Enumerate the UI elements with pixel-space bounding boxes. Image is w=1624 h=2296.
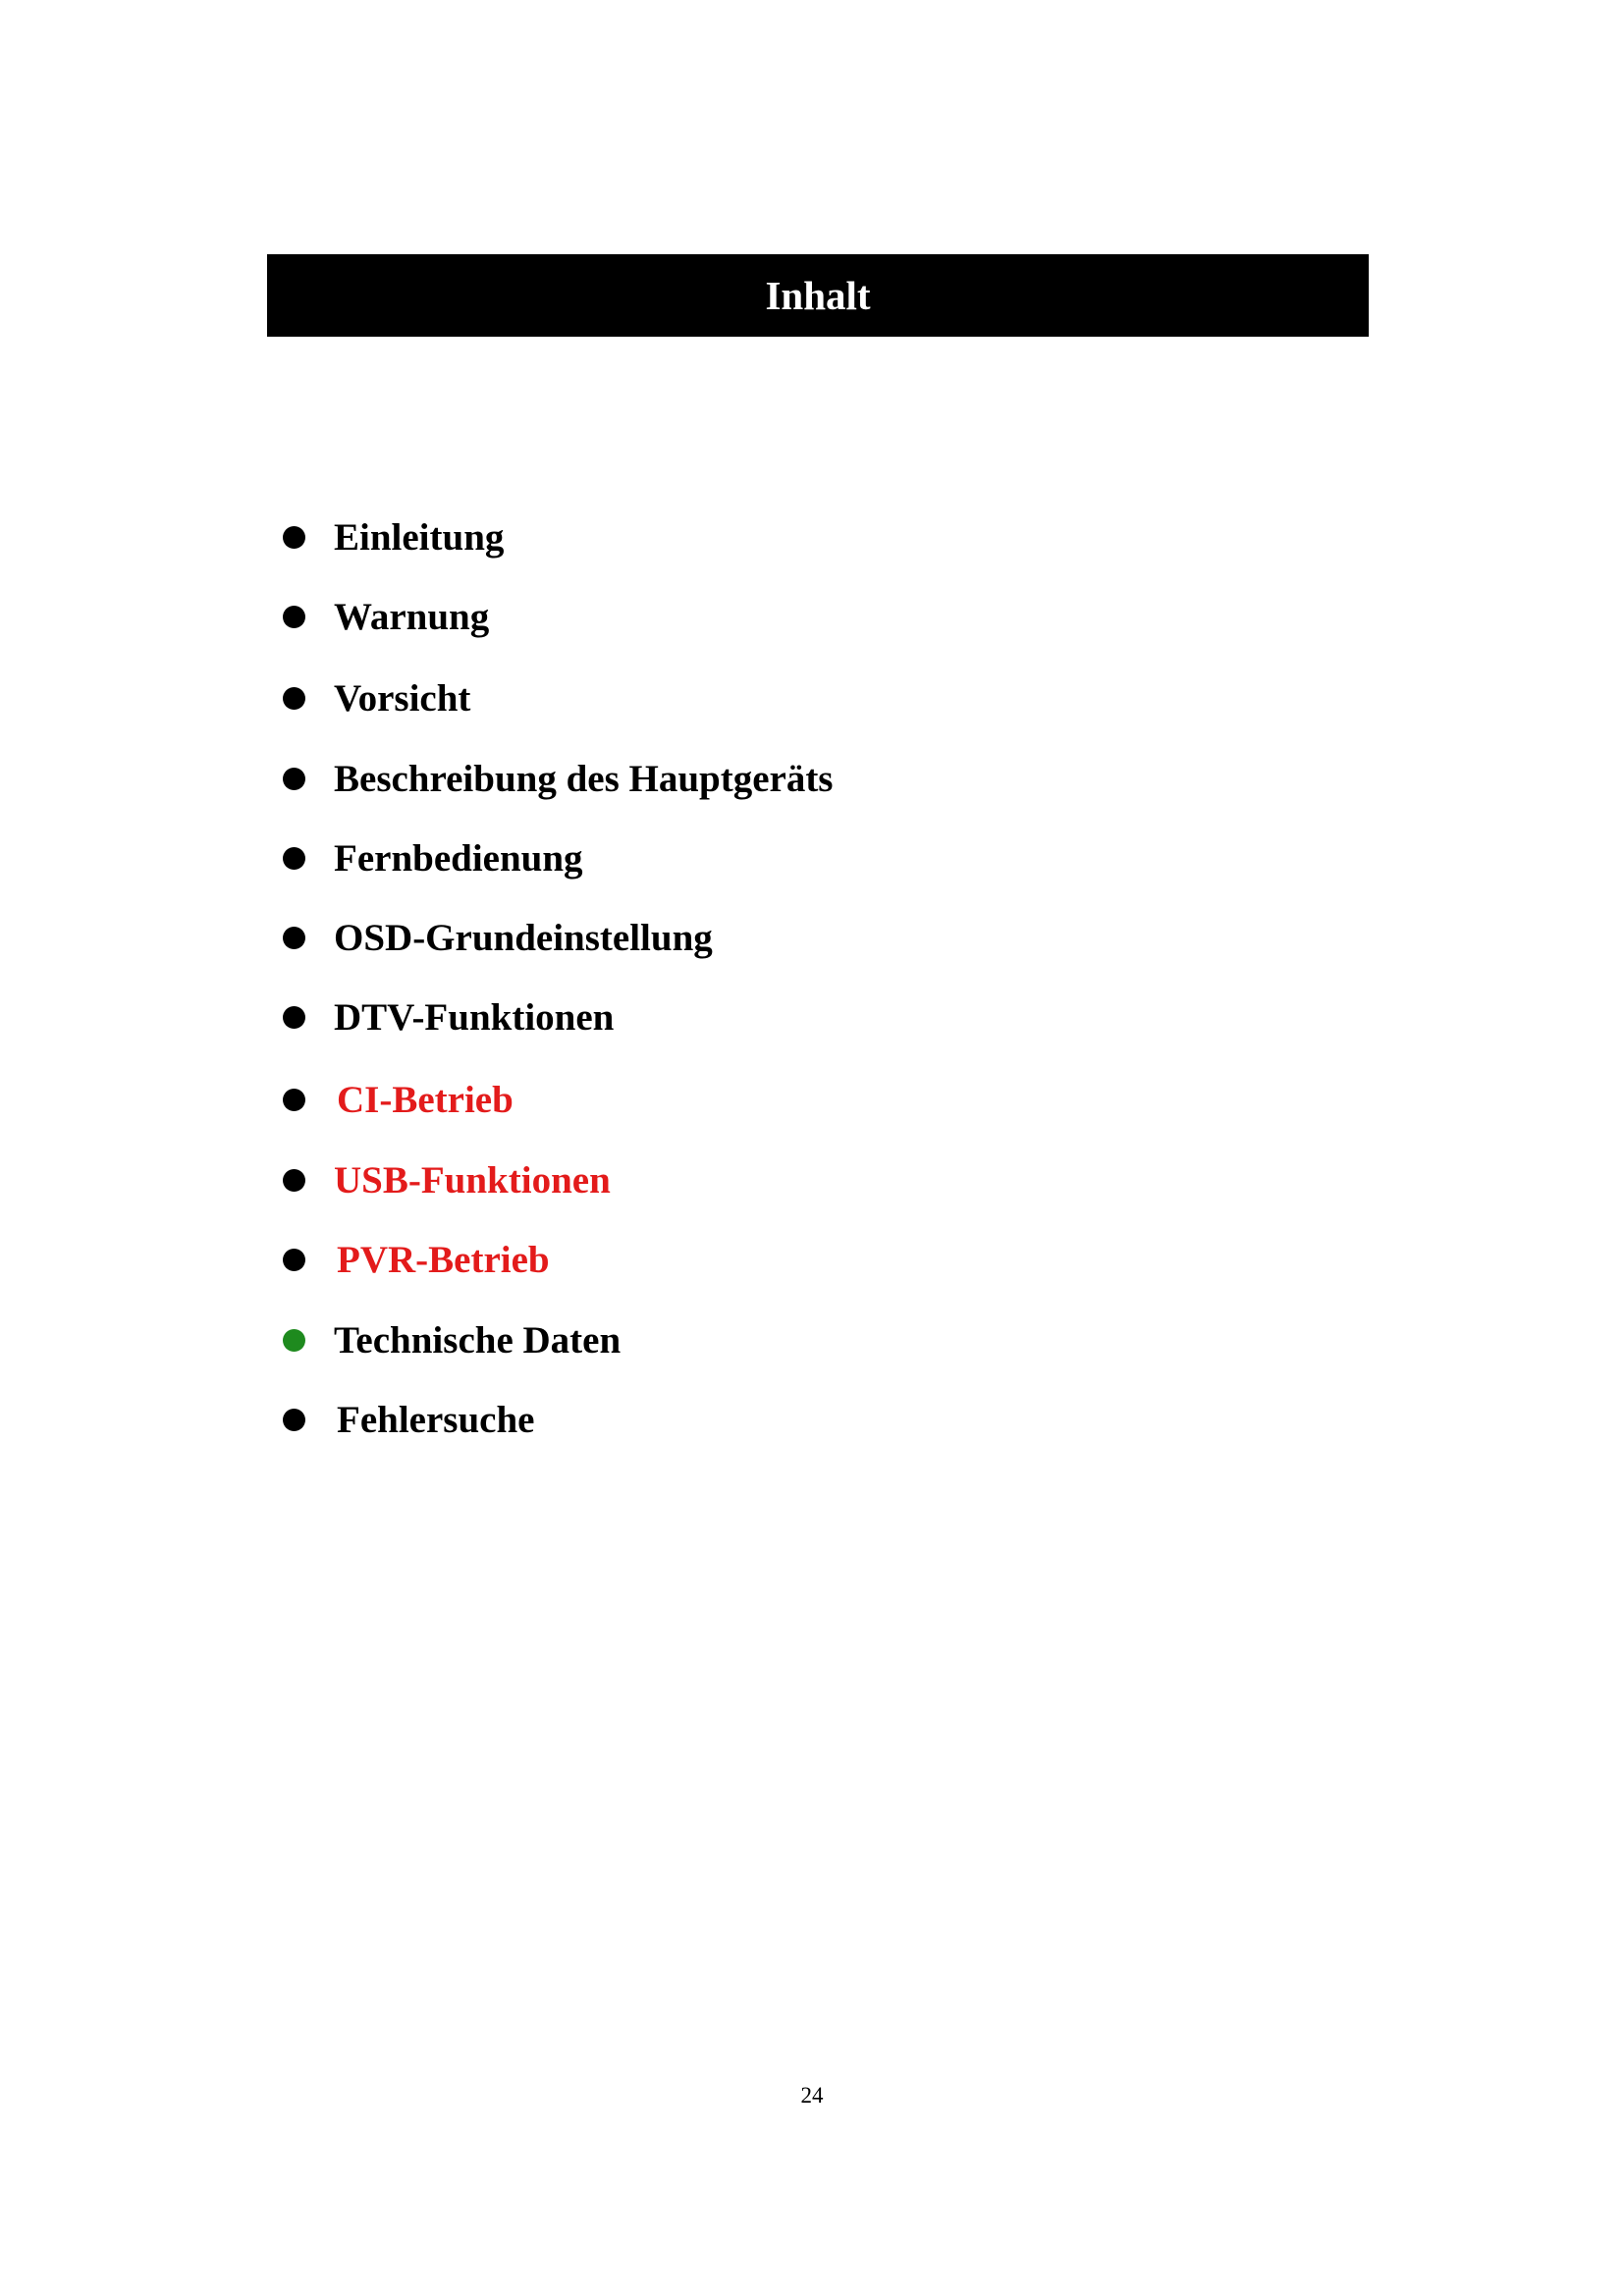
toc-item-label: CI-Betrieb <box>337 1078 514 1121</box>
toc-item-usb-funktionen[interactable] <box>283 1150 611 1209</box>
toc-item-label: Fernbedienung <box>334 836 583 880</box>
page-title: Inhalt <box>765 272 871 318</box>
toc-item-dtv-funktionen[interactable] <box>283 988 614 1046</box>
toc-item-beschreibung-des-hauptgerats[interactable] <box>283 749 834 808</box>
toc-item-fehlersuche[interactable] <box>283 1390 534 1449</box>
toc-item-label: USB-Funktionen <box>334 1158 611 1201</box>
bullet-icon <box>283 1089 305 1111</box>
toc-item-fernbedienung[interactable] <box>283 828 583 887</box>
bullet-icon <box>283 606 305 628</box>
bullet-icon <box>283 1169 305 1192</box>
bullet-icon <box>283 1249 305 1271</box>
bullet-icon <box>283 768 305 790</box>
toc-item-label: Fehlersuche <box>337 1398 535 1441</box>
bullet-icon <box>283 847 305 870</box>
toc-item-label: Einleitung <box>334 515 505 559</box>
toc-item-label: DTV-Funktionen <box>334 995 615 1039</box>
bullet-icon <box>283 1006 305 1029</box>
toc-item-label: OSD-Grundeinstellung <box>334 916 713 959</box>
toc-item-label: Technische Daten <box>334 1318 622 1362</box>
toc-item-einleitung[interactable] <box>283 507 504 566</box>
toc-item-label: Vorsicht <box>334 676 471 720</box>
bullet-icon <box>283 1409 305 1431</box>
bullet-icon <box>283 687 305 710</box>
toc-item-label: Beschreibung des Hauptgeräts <box>334 757 834 800</box>
bullet-icon <box>283 927 305 949</box>
toc-item-vorsicht[interactable] <box>283 668 470 727</box>
toc-item-technische-daten[interactable] <box>283 1310 621 1369</box>
toc-item-pvr-betrieb[interactable] <box>283 1230 550 1289</box>
toc-item-warnung[interactable] <box>283 587 489 646</box>
bullet-icon <box>283 1329 305 1352</box>
page-number: 24 <box>800 2083 824 2108</box>
bullet-icon <box>283 526 305 549</box>
toc-item-osd-grundeinstellung[interactable] <box>283 908 713 967</box>
toc-item-label: Warnung <box>334 595 490 638</box>
toc-item-ci-betrieb[interactable] <box>283 1070 514 1129</box>
toc-item-label: PVR-Betrieb <box>337 1238 550 1281</box>
